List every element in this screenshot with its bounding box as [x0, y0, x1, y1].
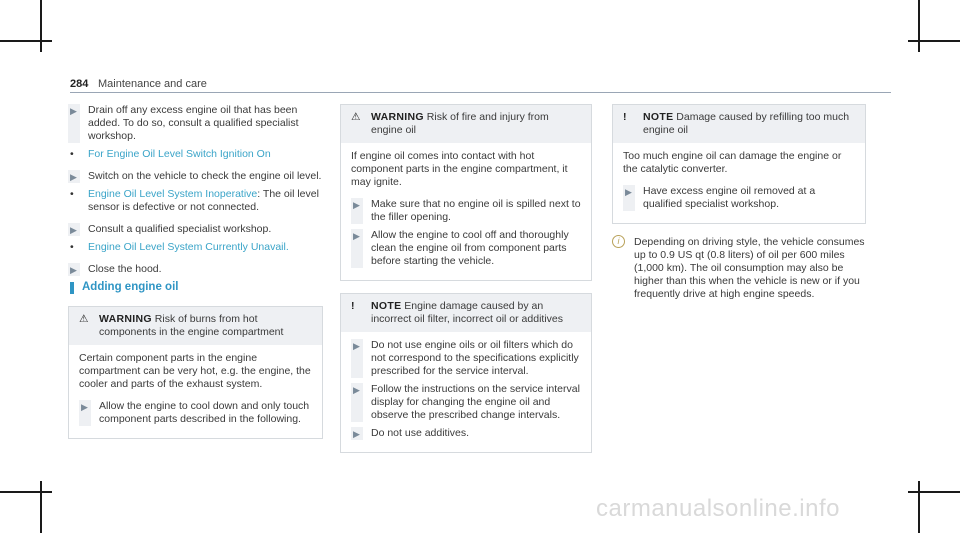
bullet-item: [68, 241, 323, 254]
crop-mark: [918, 481, 920, 533]
arrow-right-icon: ▶: [353, 200, 360, 210]
bullet-text: : The oil level sensor is defective or not connected.: [88, 188, 319, 213]
step-text: Allow the engine to cool off and thoroughly clean the engine oil from component parts before starting the vehicle.: [371, 229, 569, 267]
note-text: Engine damage caused by an incorrect oil filter, incorrect oil or additives: [371, 300, 563, 325]
column-2: [340, 104, 592, 453]
step-text: Switch on the vehicle to check the engine oil level.: [88, 170, 322, 182]
instruction-step: [68, 170, 323, 183]
warning-body-text: Certain component parts in the engine compartment can be very hot, e.g. the engine, the cooler and parts of the exhaust system.: [79, 352, 311, 390]
warning-text: Risk of fire and injury from engine oil: [371, 111, 549, 136]
note-body: [341, 332, 591, 452]
arrow-right-icon: ▶: [70, 106, 77, 116]
step-text: Have excess engine oil removed at a qualified specialist workshop.: [643, 185, 816, 210]
step-text: Consult a qualified specialist workshop.: [88, 223, 272, 235]
warning-body: [69, 345, 322, 438]
crop-mark: [0, 491, 52, 493]
display-message-link[interactable]: Engine Oil Level System Inoperative: [88, 188, 258, 200]
warning-header: [341, 105, 591, 143]
instruction-step: [68, 263, 323, 276]
warning-box: [340, 104, 592, 281]
note-header: [341, 294, 591, 332]
step-text: Make sure that no engine oil is spilled next to the filler opening.: [371, 198, 581, 223]
step-text: Do not use additives.: [371, 427, 470, 439]
warning-label: WARNING: [99, 313, 152, 325]
instruction-step: [351, 229, 581, 268]
note-header: [613, 105, 865, 143]
arrow-right-icon: ▶: [353, 429, 360, 439]
warning-label: WARNING: [371, 111, 424, 123]
note-body-text: Too much engine oil can damage the engine or the catalytic converter.: [623, 150, 842, 175]
heading-marker: [70, 282, 74, 294]
arrow-right-icon: ▶: [70, 225, 77, 235]
note-label: NOTE: [643, 111, 674, 123]
instruction-step: [351, 383, 581, 422]
warning-box: [68, 306, 323, 439]
header-divider: [70, 92, 891, 93]
arrow-right-icon: ▶: [353, 341, 360, 351]
bullet-item: [68, 148, 323, 161]
step-text: Allow the engine to cool down and only touch component parts described in the following.: [99, 400, 310, 425]
crop-mark: [0, 40, 52, 42]
arrow-right-icon: ▶: [81, 402, 88, 412]
column-1: [68, 104, 323, 439]
note-label: NOTE: [371, 300, 402, 312]
info-text: Depending on driving style, the vehicle consumes up to 0.9 US qt (0.8 liters) of oil per 600 miles (1,000 km). The oil consumption may also be higher than this when the vehicle is new or if you frequently drive at high engine speeds.: [634, 236, 865, 300]
step-text: Follow the instructions on the service interval display for changing the engine oil and observe the prescribed change intervals.: [371, 383, 580, 421]
info-icon: i: [612, 235, 625, 248]
page-number: 284: [70, 78, 89, 90]
instruction-step: [623, 185, 855, 211]
note-box: [340, 293, 592, 453]
bullet-icon: •: [70, 241, 74, 253]
display-message-link[interactable]: For Engine Oil Level Switch Ignition On: [88, 148, 271, 160]
arrow-right-icon: ▶: [353, 385, 360, 395]
crop-mark: [40, 481, 42, 533]
exclamation-icon: !: [623, 111, 627, 123]
page-header-title: Maintenance and care: [98, 78, 207, 90]
bullet-item: [68, 188, 323, 214]
info-note: [612, 236, 866, 301]
arrow-right-icon: ▶: [353, 231, 360, 241]
note-text: Damage caused by refilling too much engine oil: [643, 111, 850, 136]
watermark: carmanualsonline.info: [596, 495, 840, 522]
instruction-step: [68, 223, 323, 236]
crop-mark: [908, 40, 960, 42]
instruction-step: [79, 400, 312, 426]
arrow-right-icon: ▶: [70, 265, 77, 275]
crop-mark: [918, 0, 920, 52]
instruction-step: [351, 427, 581, 440]
step-text: Drain off any excess engine oil that has been added. To do so, consult a qualified specialist workshop.: [88, 104, 299, 142]
display-message-link[interactable]: Engine Oil Level System Currently Unavail.: [88, 241, 289, 253]
instruction-step: [351, 198, 581, 224]
step-text: Do not use engine oils or oil filters which do not correspond to the specifications explicitly prescribed for the service interval.: [371, 339, 579, 377]
section-heading: [68, 281, 323, 294]
warning-triangle-icon: ⚠: [79, 313, 89, 325]
warning-header: [69, 307, 322, 345]
warning-text: Risk of burns from hot components in the engine compartment: [99, 313, 284, 338]
column-3: [612, 104, 866, 301]
arrow-right-icon: ▶: [70, 172, 77, 182]
exclamation-icon: !: [351, 300, 355, 312]
warning-body-text: If engine oil comes into contact with hot component parts in the engine compartment, it may ignite.: [351, 150, 568, 188]
instruction-step: [68, 104, 323, 143]
bullet-icon: •: [70, 188, 74, 200]
note-body: [613, 143, 865, 223]
crop-mark: [40, 0, 42, 52]
section-heading-text: Adding engine oil: [82, 281, 179, 293]
warning-body: [341, 143, 591, 280]
step-text: Close the hood.: [88, 263, 162, 275]
arrow-right-icon: ▶: [625, 187, 632, 197]
bullet-icon: •: [70, 148, 74, 160]
warning-triangle-icon: ⚠: [351, 111, 361, 123]
crop-mark: [908, 491, 960, 493]
note-box: [612, 104, 866, 224]
instruction-step: [351, 339, 581, 378]
